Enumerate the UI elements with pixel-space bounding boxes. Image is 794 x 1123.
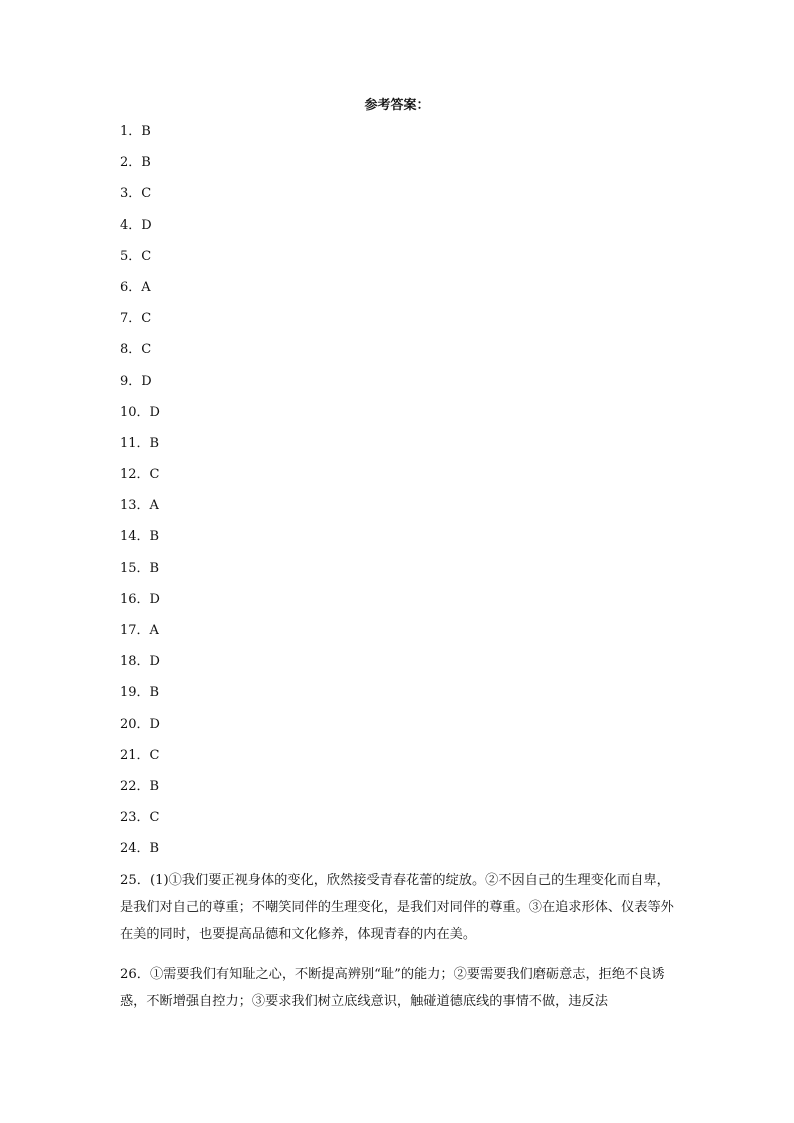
- answer-item: 15．B: [120, 560, 160, 576]
- answer-item: 22．B: [120, 778, 160, 794]
- answer-item: 23．C: [120, 810, 160, 826]
- answer-item: 13．A: [120, 498, 159, 514]
- answer-item: 1．B: [120, 124, 151, 139]
- answer-item: 8．C: [120, 342, 152, 358]
- answer-item: 9．D: [120, 373, 152, 389]
- answer-25-paragraph: 25．(1)①我们要正视身体的变化，欣然接受青春花蕾的绽放。②不因自己的生理变化而自卑，是我们对自己的尊重；不嘲笑同伴的生理变化，是我们对同伴的尊重。③在追求形体、仪表等外在美的同时，也要提高品德和文化修养，体现青春的内在美。: [120, 873, 674, 942]
- answer-item: 4．D: [120, 217, 152, 233]
- answer-item: 17．A: [120, 623, 159, 638]
- answer-item: 5．C: [120, 248, 152, 264]
- answer-item: 14．B: [120, 529, 160, 545]
- answer-26-paragraph: 26．①需要我们有知耻之心，不断提高辨别“耻”的能力；②要需要我们磨砺意志，拒绝不良诱惑，不断增强自控力；③要求我们树立底线意识，触碰道德底线的事情不做，违反法: [120, 967, 665, 1009]
- answer-item: 7．C: [120, 311, 152, 327]
- answer-item: 16．D: [120, 591, 160, 607]
- page-title: 参考答案：: [364, 98, 430, 113]
- answer-item: 3．C: [120, 186, 152, 202]
- answer-item: 19．B: [120, 685, 160, 701]
- answer-item: 21．C: [120, 747, 160, 763]
- answer-item: 6．A: [120, 279, 151, 295]
- answer-item: 12．C: [120, 467, 160, 483]
- answer-item: 20．D: [120, 716, 160, 732]
- answer-list: [120, 122, 160, 871]
- answer-item: 2．B: [120, 155, 151, 171]
- answer-item: 11．B: [120, 435, 160, 451]
- answer-item: 24．B: [120, 841, 160, 857]
- answer-item: 18．D: [120, 654, 160, 670]
- answer-item: 10．D: [120, 404, 160, 420]
